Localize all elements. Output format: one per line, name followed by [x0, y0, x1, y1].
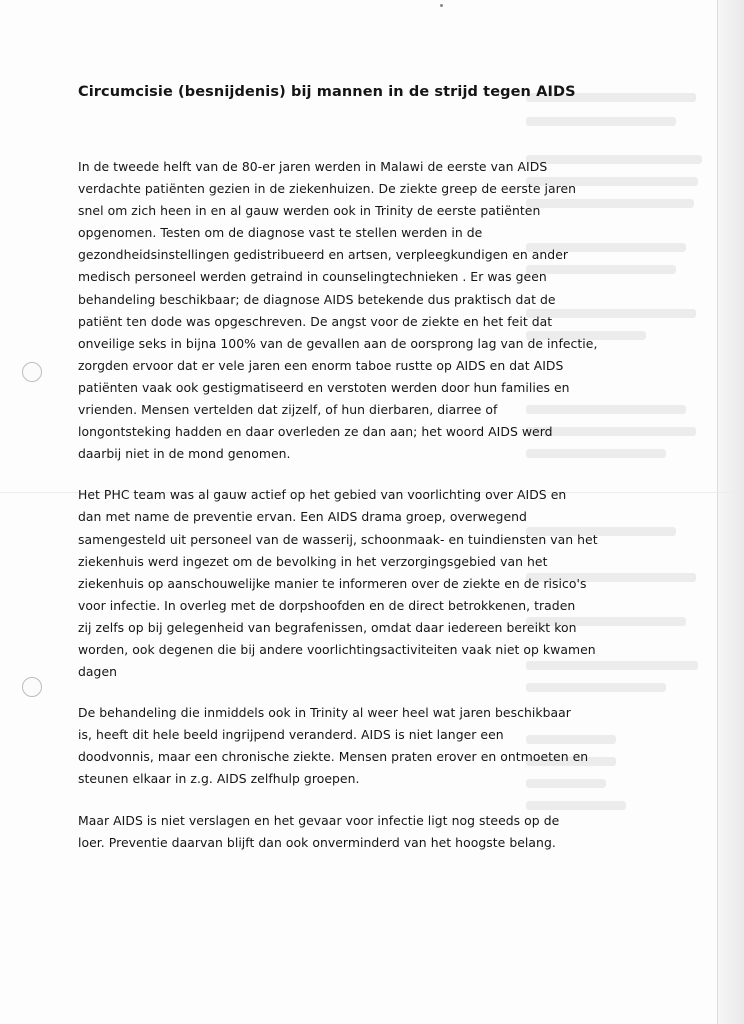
text-line: loer. Preventie daarvan blijft dan ook onverminderd van het hoogste belang. — [78, 834, 556, 850]
text-line: is, heeft dit hele beeld ingrijpend veranderd. AIDS is niet langer een — [78, 727, 504, 743]
text-line: dan met name de preventie ervan. Een AIDS drama groep, overwegend — [78, 509, 527, 525]
punch-hole — [22, 677, 42, 697]
paragraph — [78, 484, 652, 683]
text-line: ziekenhuis op aanschouwelijke manier te informeren over de ziekte en de risico's — [78, 575, 587, 591]
document-body — [78, 156, 652, 873]
text-line: medisch personeel werden getraind in counselingtechnieken . Er was geen — [78, 269, 547, 285]
document-title: Circumcisie (besnijdenis) bij mannen in de strijd tegen AIDS — [78, 84, 576, 100]
text-line: steunen elkaar in z.g. AIDS zelfhulp groepen. — [78, 771, 360, 787]
text-line: vrienden. Mensen vertelden dat zijzelf, of hun dierbaren, diarree of — [78, 402, 498, 418]
punch-hole — [22, 362, 42, 382]
text-line: doodvonnis, maar een chronische ziekte. Mensen praten erover en ontmoeten en — [78, 749, 589, 765]
text-line: Maar AIDS is niet verslagen en het gevaar voor infectie ligt nog steeds op de — [78, 812, 560, 828]
text-line: behandeling beschikbaar; de diagnose AIDS betekende dus praktisch dat de — [78, 291, 556, 307]
paper-edge — [717, 0, 744, 1024]
text-line: In de tweede helft van de 80-er jaren werden in Malawi de eerste van AIDS — [78, 159, 548, 174]
text-line: gezondheidsinstellingen gedistribueerd en artsen, verpleegkundigen en ander — [78, 247, 569, 263]
text-line: Het PHC team was al gauw actief op het gebied van voorlichting over AIDS en — [78, 487, 567, 503]
text-line: snel om zich heen in en al gauw werden ook in Trinity de eerste patiënten — [78, 203, 541, 219]
paragraph — [78, 156, 652, 465]
text-line: patiënten vaak ook gestigmatiseerd en verstoten werden door hun families en — [78, 379, 570, 395]
text-line: voor infectie. In overleg met de dorpshoofden en de direct betrokkenen, traden — [78, 597, 576, 613]
text-line: daarbij niet in de mond genomen. — [78, 446, 291, 462]
text-line: onveilige seks in bijna 100% van de gevallen aan de oorsprong lag van de infectie, — [78, 335, 598, 351]
text-line: De behandeling die inmiddels ook in Trinity al weer heel wat jaren beschikbaar — [78, 705, 571, 721]
text-line: verdachte patiënten gezien in de ziekenhuizen. De ziekte greep de eerste jaren — [78, 181, 577, 197]
bleed-through-mark — [526, 117, 676, 126]
paragraph — [78, 810, 652, 854]
text-line: samengesteld uit personeel van de wasserij, schoonmaak- en tuindiensten van het — [78, 531, 598, 547]
paragraph — [78, 702, 652, 790]
text-line: opgenomen. Testen om de diagnose vast te stellen werden in de — [78, 225, 483, 241]
text-line: zij zelfs op bij gelegenheid van begrafenissen, omdat daar iedereen bereikt kon — [78, 619, 577, 635]
text-line: dagen — [78, 664, 118, 680]
text-line: longontsteking hadden en daar overleden ze dan aan; het woord AIDS werd — [78, 424, 553, 440]
text-line: ziekenhuis werd ingezet om de bevolking in het verzorgingsgebied van het — [78, 553, 548, 569]
text-line: zorgden ervoor dat er vele jaren een enorm taboe rustte op AIDS en dat AIDS — [78, 357, 564, 373]
text-line: worden, ook degenen die bij andere voorlichtingsactiviteiten vaak niet op kwamen — [78, 641, 596, 657]
text-line: patiënt ten dode was opgeschreven. De angst voor de ziekte en het feit dat — [78, 313, 553, 329]
scan-speck — [440, 4, 443, 7]
